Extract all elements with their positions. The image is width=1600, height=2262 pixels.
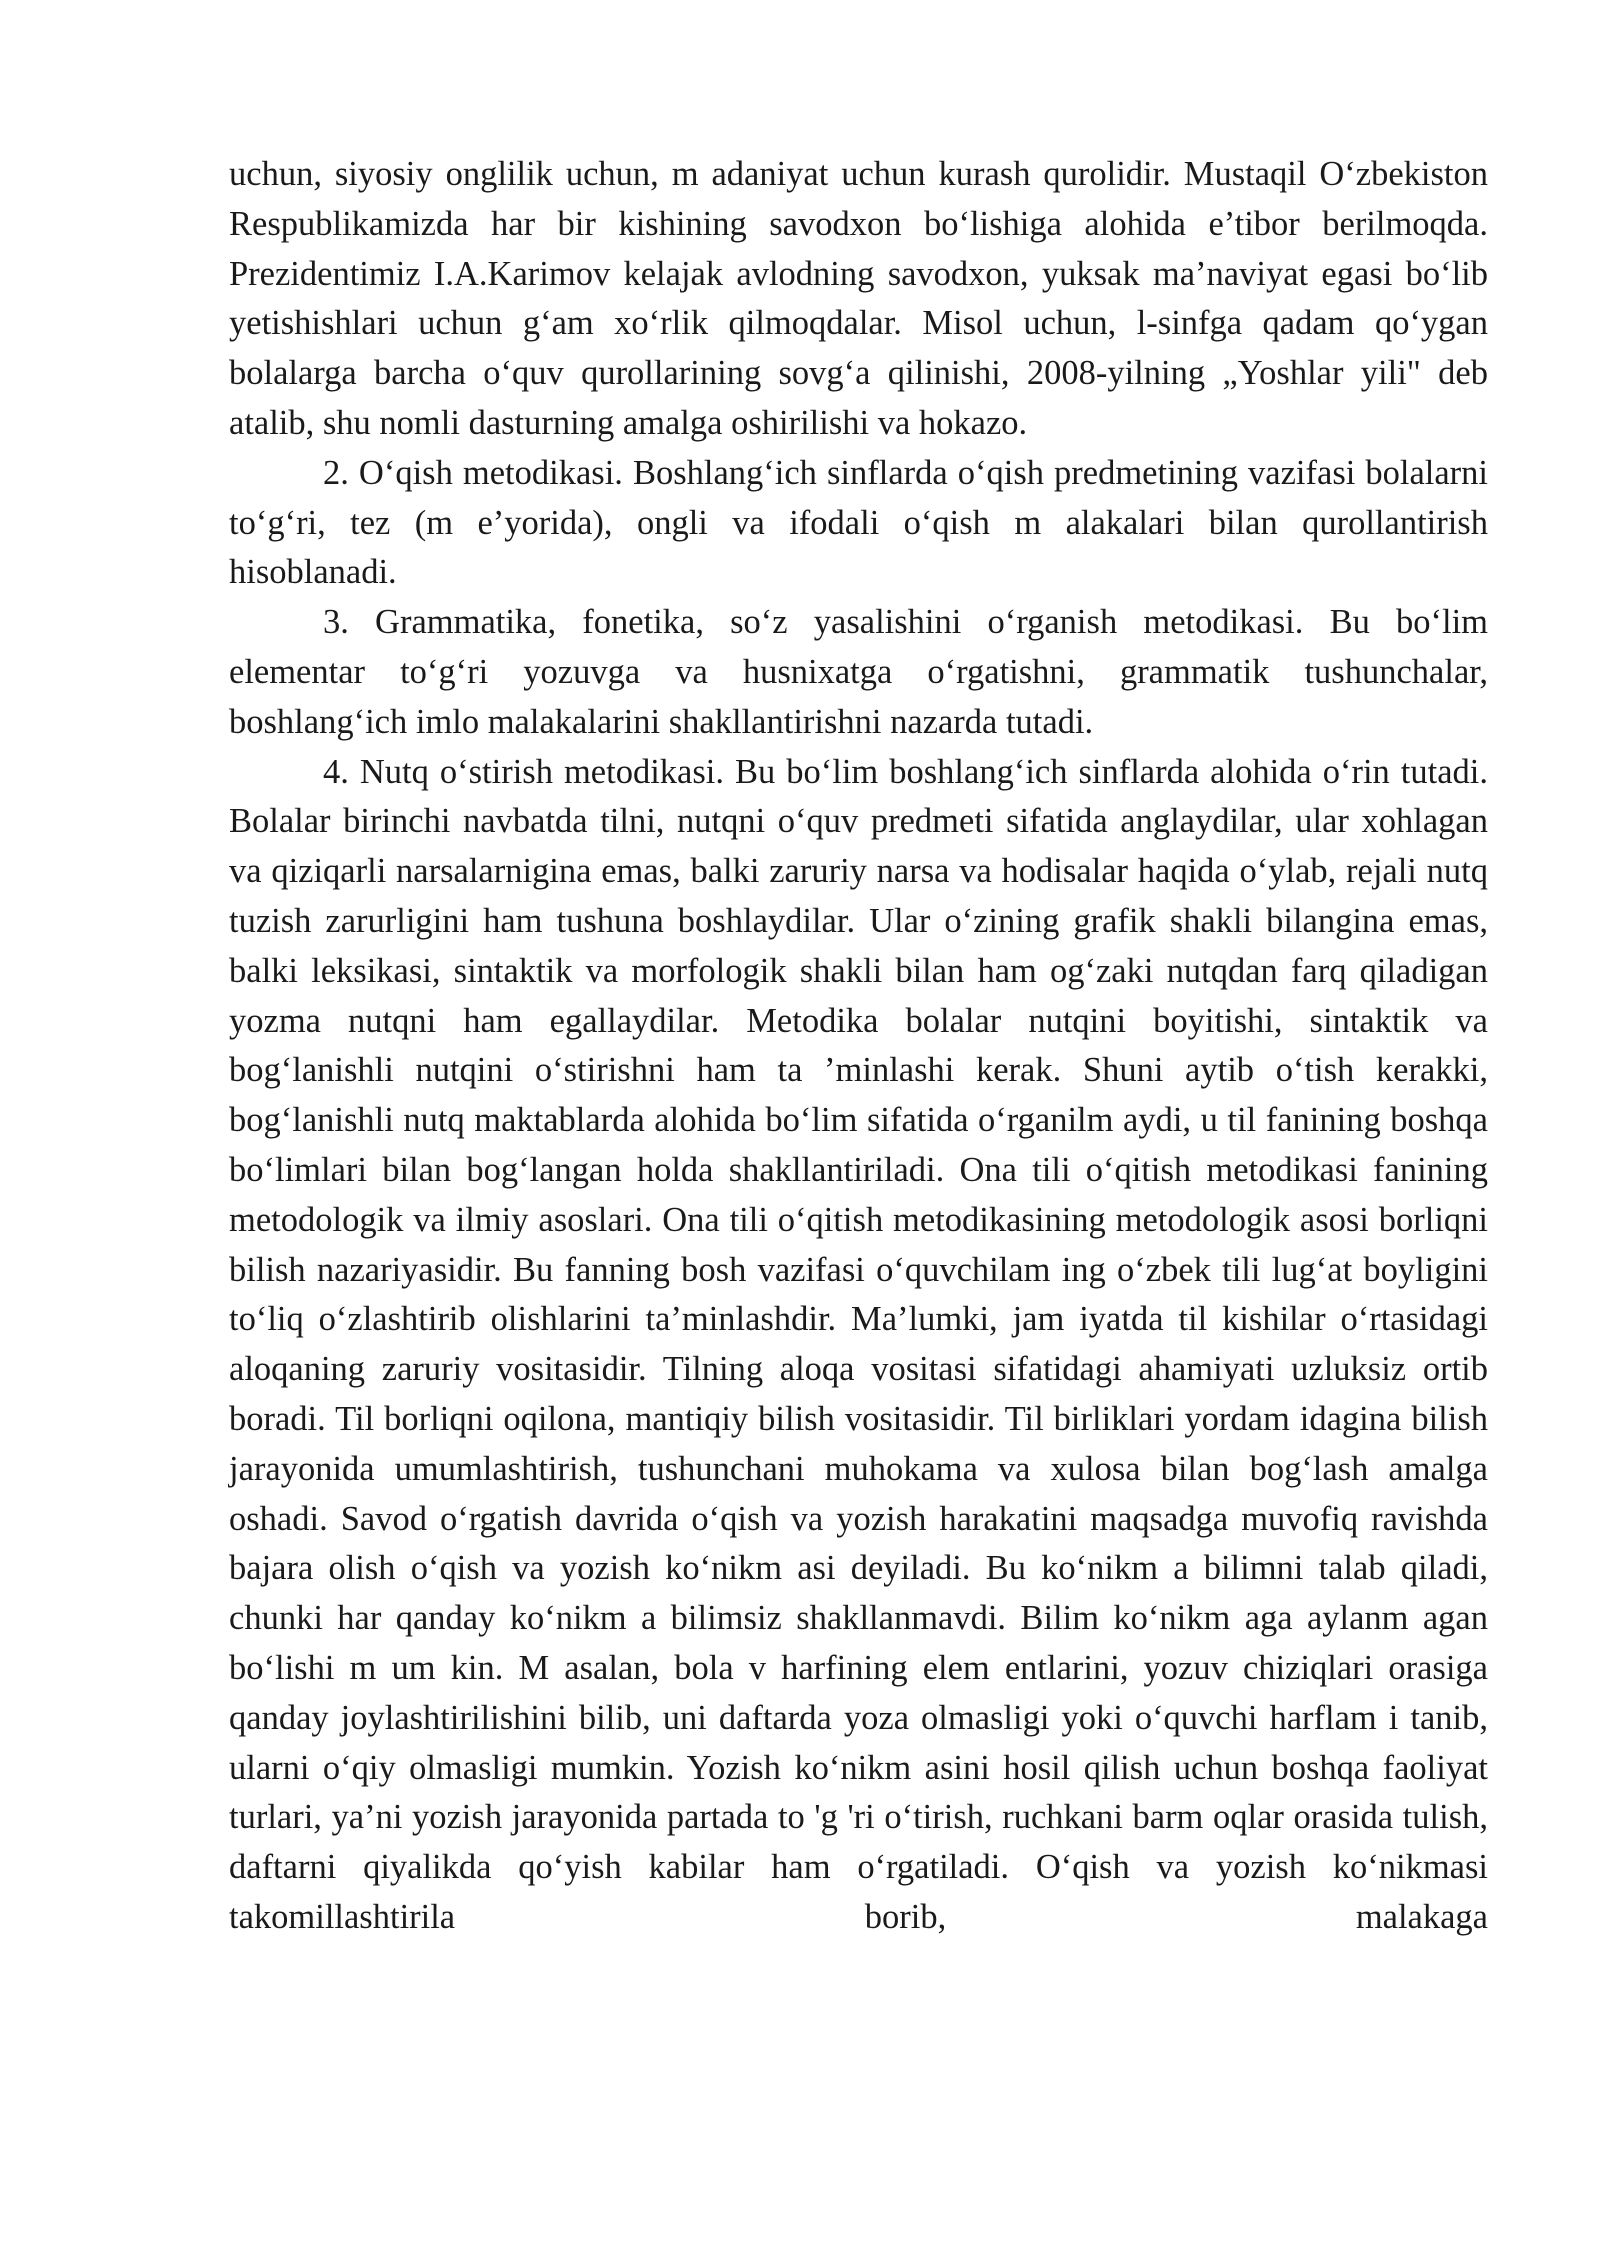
paragraph-reading-methodology: 2. O‘qish metodikasi. Boshlang‘ich sinflarda o‘qish predmetining vazifasi bolalarni to‘g‘ri, tez (m e’yorida), ongli va ifodali o‘qish m alakalari bilan qurollantirish hisoblanadi. xyxy=(229,453,1488,592)
paragraph-intro-continuation: uchun, siyosiy onglilik uchun, m adaniyat uchun kurash qurolidir. Mustaqil O‘zbekiston Respublikamizda har bir kishining savodxon bo‘lishiga alohida e’tibor berilmoqda. Prezidentimiz I.A.Karimov kelajak avlodning savodxon, yuksak ma’naviyat egasi bo‘lib yetishishlari uchun g‘am xo‘rlik qilmoqdalar. Misol uchun, l-sinfga qadam qo‘ygan bolalarga barcha o‘quv qurollarining sovg‘a qilinishi, 2008-yilning „Yoshlar yili" deb atalib, shu nomli dasturning amalga oshirilishi va hokazo. xyxy=(229,155,1488,442)
paragraph-grammar-methodology: 3. Grammatika, fonetika, so‘z yasalishini o‘rganish metodikasi. Bu bo‘lim elementar to‘g‘ri yozuvga va husnixatga o‘rgatishni, grammatik tushunchalar, boshlang‘ich imlo malakalarini shakllantirishni nazarda tutadi. xyxy=(229,603,1488,741)
paragraph-speech-methodology: 4. Nutq o‘stirish metodikasi. Bu bo‘lim boshlang‘ich sinflarda alohida o‘rin tutadi. Bolalar birinchi navbatda tilni, nutqni o‘quv predmeti sifatida anglaydilar, ular xohlagan va qiziqarli narsalarnigina emas, balki zaruriy narsa va hodisalar haqida o‘ylab, rejali nutq tuzish zarurligini ham tushuna boshlaydilar. Ular o‘zining grafik shakli bilangina emas, balki leksikasi, sintaktik va morfologik shakli bilan ham og‘zaki nutqdan farq qiladigan yozma nutqni ham egallaydilar. Metodika bolalar nutqini boyitishi, sintaktik va bog‘lanishli nutqini o‘stirishni ham ta ’minlashi kerak. Shuni aytib o‘tish kerakki, bog‘lanishli nutq maktablarda alohida bo‘lim sifatida o‘rganilm aydi, u til fanining boshqa bo‘limlari bilan bog‘langan holda shakllantiriladi. Ona tili o‘qitish metodikasi fanining metodologik va ilmiy asoslari. Ona tili o‘qitish metodikasining metodologik asosi borliqni bilish nazariyasidir. Bu fanning bosh vazifasi o‘quvchilam ing o‘zbek tili lug‘at boyligini to‘liq o‘zlashtirib olishlarini ta’minlashdir. Ma’lumki, jam iyatda til kishilar o‘rtasidagi aloqaning zaruriy vositasidir. Tilning aloqa vositasi sifatidagi ahamiyati uzluksiz ortib boradi. Til borliqni oqilona, mantiqiy bilish vositasidir. Til birliklari yordam idagina bilish jarayonida umumlashtirish, tushunchani muhokama va xulosa bilan bog‘lash amalga oshadi. Savod o‘rgatish davrida o‘qish va yozish harakatini maqsadga muvofiq ravishda bajara olish o‘qish va yozish ko‘nikm asi deyiladi. Bu ko‘nikm a bilimni talab qiladi, chunki har qanday ko‘nikm a bilimsiz shakllanmavdi. Bilim ko‘nikm aga aylanm agan bo‘lishi m um kin. M asalan, bola v harfining elem entlarini, yozuv chiziqlari orasiga qanday joylashtirilishini bilib, uni daftarda yoza olmasligi yoki o‘quvchi harflam i tanib, ularni o‘qiy olmasligi mumkin. Yozish ko‘nikm asini hosil qilish uchun boshqa faoliyat turlari, ya’ni yozish jarayonida partada to 'g 'ri o‘tirish, ruchkani barm oqlar orasida tulish, daftarni qiyalikda qo‘yish kabilar ham o‘rgatiladi. O‘qish va yozish ko‘nikmasi takomillashtirila borib, malakaga xyxy=(229,752,1488,1936)
document-page xyxy=(229,150,1488,1943)
